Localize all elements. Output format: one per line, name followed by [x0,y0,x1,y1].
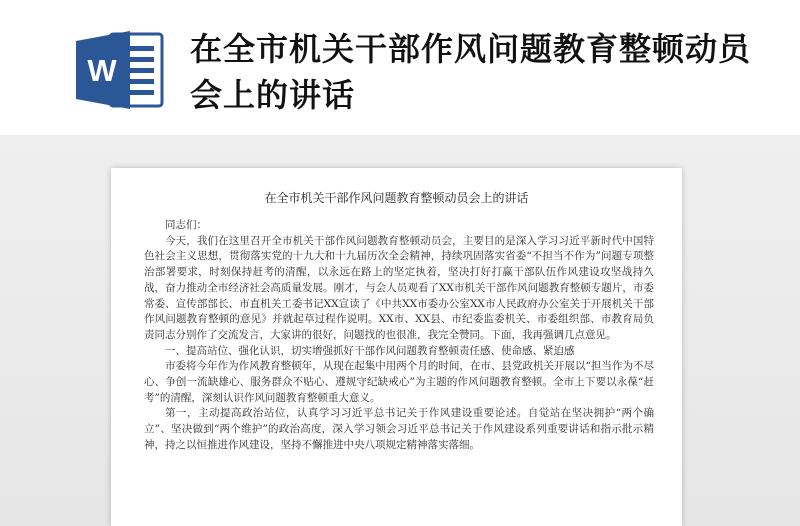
page-title: 在全市机关干部作风问题教育整顿动员会上的讲话 [190,30,752,114]
salutation: 同志们： [165,219,207,231]
svg-text:W: W [87,53,117,88]
word-document-icon [74,31,166,109]
section-heading: 一、提高站位、强化认识，切实增强抓好干部作风问题教育整顿责任感、使命感、紧迫感 [165,344,575,357]
document-page [111,168,682,526]
paragraph: 市委将今年作为作风教育整顿年，从现在起集中用两个月的时间，在市、县党政机关开展以“担当作为不尽心、争创一流缺雄心、服务群众不贴心、遵规守纪缺戒心”为主题的作风问题教育整顿。全市上下要以永葆“赶考”的清醒，深刻认识作风问题教育整顿重大意义。 [144,360,654,404]
document-title: 在全市机关干部作风问题教育整顿动员会上的讲话 [264,191,529,205]
document-body [144,218,654,454]
paragraph: 第一，主动提高政治站位，认真学习习近平总书记关于作风建设重要论述。自觉站在坚决拥护“两个确立”、坚决做到“两个维护”的政治高度，深入学习领会习近平总书记关于作风建设系列重要讲话和指示批示精神，持之以恒推进作风建设，坚持不懈推进中央八项规定精神落实落细。 [144,407,654,451]
header-banner [0,0,800,135]
paragraph: 今天，我们在这里召开全市机关干部作风问题教育整顿动员会，主要目的是深入学习习近平新时代中国特色社会主义思想，贯彻落实党的十九大和十九届历次全会精神，持续巩固落实省委“不担当不作为”问题专项整治部署要求，时刻保持赶考的清醒，以永远在路上的坚定执着，坚决打好打赢干部队伍作风建设攻坚战持久战，奋力推动全市经济社会高质量发展。刚才，与会人员观看了XX市机关干部作风问题教育整顿专题片，市委常委、宣传部部长、市直机关工委书记XX宣读了《中共XX市委办公室XX市人民政府办公室关于开展机关干部作风问题教育整顿的意见》并就起草过程作说明。XX市、XX县、市纪委监委机关、市委组织部、市教育局负责同志分别作了交流发言，大家讲的很好，问题找的也很准，我完全赞同。下面，我再强调几点意见。 [144,234,654,341]
